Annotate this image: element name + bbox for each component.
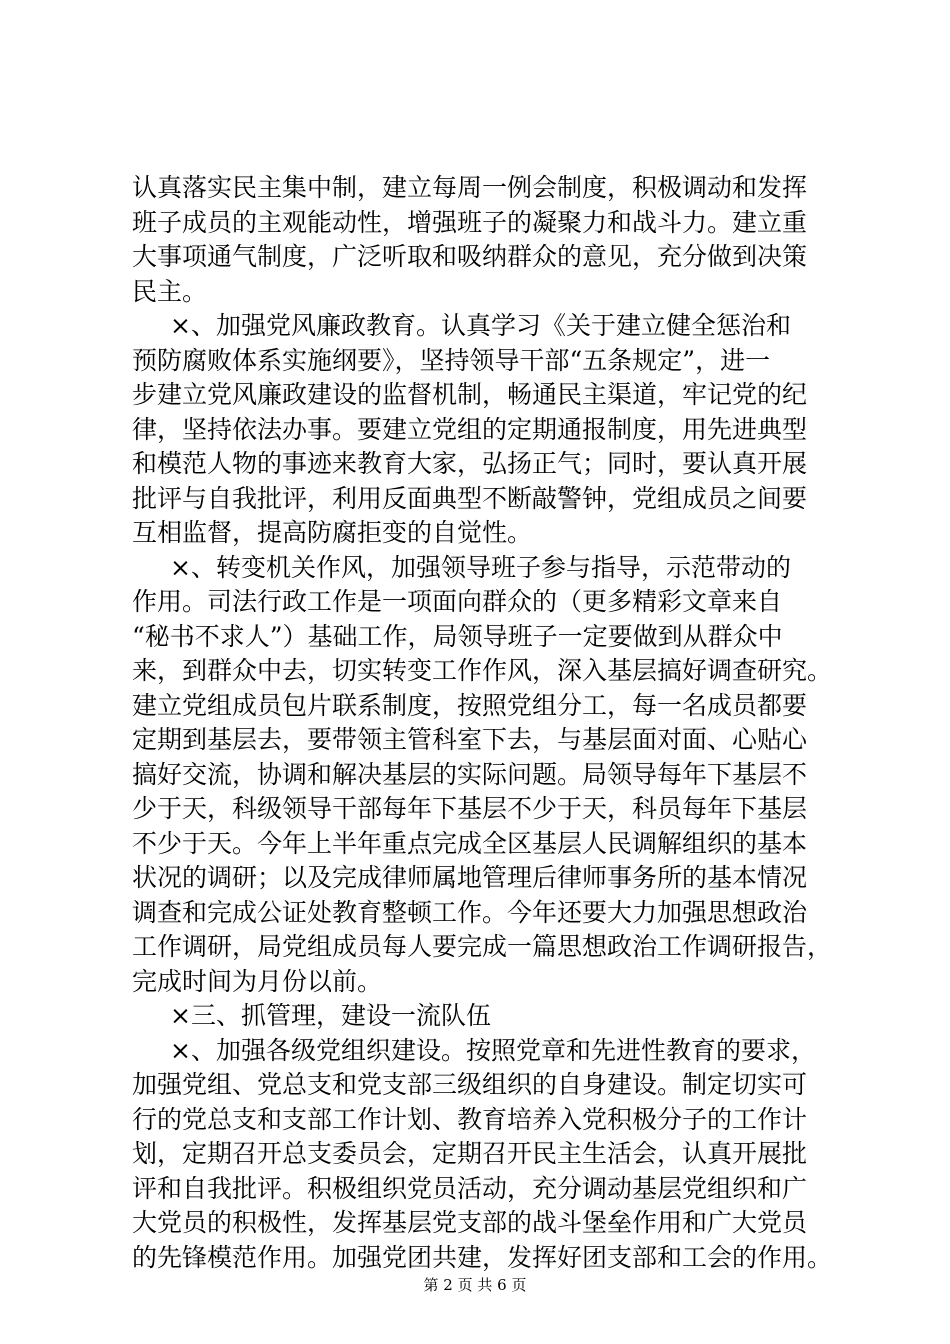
- paragraph-start-line: ×、加强党风廉政教育。认真学习《关于建立健全惩治和: [170, 311, 791, 340]
- text-line: 批评与自我批评，利用反面典型不断敲警钟，党组成员之间要: [132, 483, 808, 513]
- section-heading: ×三、抓管理，建设一流队伍: [170, 1001, 491, 1030]
- text-line: 预防腐败体系实施纲要》，坚持领导干部“五条规定”，进一: [132, 345, 771, 375]
- text-line: 和模范人物的事迹来教育大家，弘扬正气；同时，要认真开展: [132, 449, 808, 478]
- text-line: 来，到群众中去，切实转变工作作风，深入基层搞好调查研究。: [132, 656, 833, 685]
- text-line: 行的党总支和支部工作计划、教育培养入党积极分子的工作计: [132, 1104, 808, 1134]
- text-line: 民主。: [132, 276, 208, 306]
- text-line: “秘书不求人”）基础工作，局领导班子一定要做到从群众中: [132, 621, 783, 651]
- text-line: 大党员的积极性，发挥基层党支部的战斗堡垒作用和广大党员: [132, 1208, 808, 1237]
- text-line: 律，坚持依法办事。要建立党组的定期通报制度，用先进典型: [132, 414, 808, 444]
- text-line: 大事项通气制度，广泛听取和吸纳群众的意见，充分做到决策: [132, 242, 808, 271]
- text-line: 工作调研，局党组成员每人要完成一篇思想政治工作调研报告，: [132, 932, 833, 961]
- text-line: 建立党组成员包片联系制度，按照党组分工，每一名成员都要: [132, 690, 808, 720]
- text-line: 定期到基层去，要带领主管科室下去，与基层面对面、心贴心: [132, 725, 808, 754]
- text-line: 互相监督，提高防腐拒变的自觉性。: [132, 518, 533, 547]
- paragraph-start-line: ×、转变机关作风，加强领导班子参与指导，示范带动的: [170, 552, 791, 582]
- text-line: 班子成员的主观能动性，增强班子的凝聚力和战斗力。建立重: [132, 207, 808, 237]
- text-line: 少于天，科级领导干部每年下基层不少于天，科员每年下基层: [132, 794, 808, 823]
- text-line: 状况的调研；以及完成律师属地管理后律师事务所的基本情况: [132, 863, 808, 892]
- paragraph-start-line: ×、加强各级党组织建设。按照党章和先进性教育的要求，: [170, 1035, 816, 1065]
- text-line: 划，定期召开总支委员会，定期召开民主生活会，认真开展批: [132, 1139, 808, 1168]
- text-line: 作用。司法行政工作是一项面向群众的（更多精彩文章来自: [132, 587, 783, 616]
- text-line: 加强党组、党总支和党支部三级组织的自身建设。制定切实可: [132, 1070, 808, 1099]
- text-line: 的先锋模范作用。加强党团共建，发挥好团支部和工会的作用。: [132, 1242, 833, 1272]
- text-line: 步建立党风廉政建设的监督机制，畅通民主渠道，牢记党的纪: [132, 380, 808, 409]
- text-line: 调查和完成公证处教育整顿工作。今年还要大力加强思想政治: [132, 897, 808, 927]
- page-number-footer: 第 2 页 共 6 页: [423, 1276, 527, 1294]
- text-line: 搞好交流，协调和解决基层的实际问题。局领导每年下基层不: [132, 759, 808, 789]
- text-line: 完成时间为月份以前。: [132, 966, 383, 996]
- text-line: 认真落实民主集中制，建立每周一例会制度，积极调动和发挥: [132, 173, 808, 202]
- text-line: 不少于天。今年上半年重点完成全区基层人民调解组织的基本: [132, 828, 808, 858]
- text-line: 评和自我批评。积极组织党员活动，充分调动基层党组织和广: [132, 1173, 808, 1203]
- document-body: [132, 171, 848, 1275]
